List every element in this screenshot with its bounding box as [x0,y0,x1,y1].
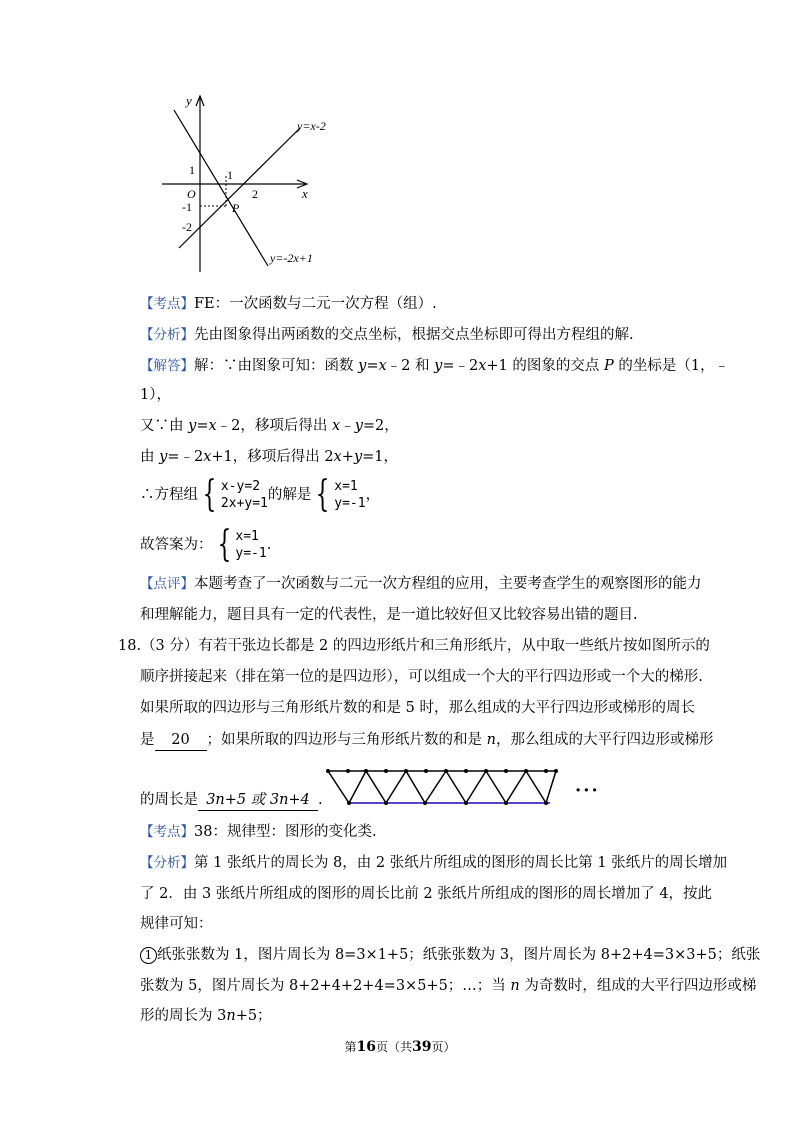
fenxi-tag: 【分析】 [140,327,194,343]
text: 如果所取的四边形与三角形纸片数的和是 5 时，那么组成的大平行四边形或梯形的周长 [140,700,695,716]
var: n [226,1008,236,1024]
text: +1，移项后得出 2 [211,449,334,465]
line1-label: y=x-2 [297,119,326,133]
tick-y-minus-2: -2 [182,220,192,234]
var: n [486,732,496,748]
point-p-label: P [232,201,240,215]
tile-strip-figure [322,765,572,809]
brace-icon: { [202,474,217,515]
dianping-tag: 【点评】 [140,576,194,592]
text: ﹣ [340,418,355,434]
footer-text: 第 [344,1040,357,1054]
text: ﹣2，移项后得出 [216,418,332,434]
text: 的解是 [267,487,312,503]
jieda-line-5 [140,474,380,516]
text: ∴方程组 [140,487,198,503]
y-axis-label: y [186,93,192,108]
kaodian-tag: 【考点】 [140,824,194,840]
var: x [333,449,342,465]
var: y [354,418,363,434]
tick-y-1: 1 [189,163,195,177]
q18-line-2 [140,667,703,687]
text: = [196,418,209,434]
var: y [188,418,197,434]
q18-fenxi-line [140,853,727,873]
answer-blank-1: 20 [155,730,207,751]
fenxi-text: 先由图象得出两函数的交点坐标，根据交点坐标即可得出方程组的解. [194,327,634,343]
brace-icon: { [315,474,330,515]
kaodian-text: 38：规律型：图形的变化类. [194,824,377,840]
q18-line-3 [140,698,695,718]
jieda-tag: 【解答】 [140,358,194,374]
jieda-line-4 [140,447,398,467]
text: 和理解能力，题目具有一定的代表性，是一道比较好但又比较容易出错的题目. [140,607,638,623]
var: y [353,449,363,465]
tick-y-minus-1: -1 [182,200,192,214]
footer-text: 页） [431,1040,456,1054]
text: 是 [140,732,155,748]
text: = [366,358,379,374]
var: x [208,418,217,434]
text: =﹣2 [442,358,479,374]
tick-x-1: 1 [227,168,233,182]
kaodian-tag: 【考点】 [140,296,194,312]
x-axis-label: x [302,186,308,201]
brace-icon: { [217,524,231,565]
text: =1， [362,449,399,465]
tick-x-2: 2 [252,187,258,201]
text: 又∵由 [140,418,189,434]
jieda-line-3 [140,416,399,436]
equation-row: x=1 [334,479,358,494]
footer-text: 页（共 [375,1040,412,1054]
var: y [159,449,168,465]
text: 张数为 5，图片周长为 8+2+4+2+4=3×5+5；…；当 [140,978,511,994]
circled-number-1: 1 [140,947,157,964]
total-pages: 39 [412,1039,432,1055]
page-number: 16 [356,1039,376,1055]
text: 1）， [140,387,171,403]
jieda-line-2 [140,385,171,405]
text: ，那么组成的大平行四边形或梯形 [495,732,714,748]
dianping-text: 本题考查了一次函数与二元一次方程组的应用，主要考查学生的观察图形的能力 [194,576,702,592]
kaodian-line [140,294,437,314]
text: ﹣2 和 [386,358,435,374]
var: x [478,358,487,374]
text: 规律可知： [140,916,213,932]
dianping-line-2 [140,605,638,625]
text: =﹣2 [167,449,204,465]
q18-line-1 [118,636,710,656]
text: ；如果所取的四边形与三角形纸片数的和是 [206,732,487,748]
text: =2， [362,418,399,434]
text: 了 2．由 3 张纸片所组成的图形的周长比前 2 张纸片所组成的图形的周长增加了 4，按此 [140,886,713,902]
text: 的坐标是（1，﹣ [613,358,730,374]
q18-line-5 [140,790,323,811]
var: n [510,978,520,994]
text: 故答案为： [140,537,213,553]
var: x [378,358,387,374]
q18-case1-line-1 [140,945,760,965]
text: + [341,449,354,465]
text: 形的周长为 3 [140,1008,227,1024]
jieda-text: 解：∵由图象可知：函数 [194,358,359,374]
kaodian-text: FE：一次函数与二元一次方程（组）. [194,296,437,312]
q18-fenxi-line-2 [140,884,712,904]
text: 的周长是 [140,792,198,808]
text: +1 的图象的交点 [486,358,604,374]
origin-label: O [187,187,196,201]
page-footer [0,1038,800,1055]
equation-row: x-y=2 [220,479,261,494]
text: +5； [235,1008,272,1024]
text: 为奇数时，组成的大平行四边形或梯 [519,978,757,994]
var: y [358,358,367,374]
fenxi-tag: 【分析】 [140,855,194,871]
equation-row: 2x+y=1 [220,496,268,511]
q18-line-4 [140,730,713,751]
text: ， [365,487,381,503]
var: P [603,358,614,374]
question-number: 18. [118,638,142,654]
answer-blank-2: 3n+5 或 3n+4 [198,790,318,811]
solution-system [311,474,366,515]
fenxi-text: 第 1 张纸片的周长为 8，由 2 张纸片所组成的图形的周长比第 1 张纸片的周长增加 [194,855,728,871]
var: y [434,358,443,374]
q18-fenxi-line-3 [140,914,213,934]
var: x [332,418,341,434]
continuation-dots: ··· [575,780,600,801]
coordinate-graph [160,90,330,280]
text: 由 [140,449,160,465]
equation-row: x=1 [235,529,259,544]
equation-row: y=-1 [235,546,267,561]
dianping-line [140,574,702,594]
jieda-line [140,356,729,376]
answer-system [213,524,267,565]
fenxi-line [140,325,634,345]
q18-case1-line-2 [140,976,756,996]
text: （3 分）有若干张边长都是 2 的四边形纸片和三角形纸片，从中取一些纸片按如图所示的 [141,638,710,654]
q18-case1-line-3 [140,1006,272,1026]
equation-system [198,474,268,515]
q18-kaodian-line [140,822,377,842]
text: 纸张张数为 1，图片周长为 8=3×1+5；纸张张数为 3，图片周长为 8+2+4=3×3+5；纸张 [157,947,761,963]
text: . [266,537,272,553]
line-y-x-minus-2 [179,128,300,248]
text: 顺序拼接起来（排在第一位的是四边形），可以组成一个大的平行四边形或一个大的梯形. [140,669,703,685]
equation-row: y=-1 [334,496,366,511]
strip-zigzag [328,771,556,803]
line2-label: y=-2x+1 [270,251,313,265]
var: x [203,449,212,465]
jieda-line-6 [140,524,271,566]
text: . [318,792,323,808]
